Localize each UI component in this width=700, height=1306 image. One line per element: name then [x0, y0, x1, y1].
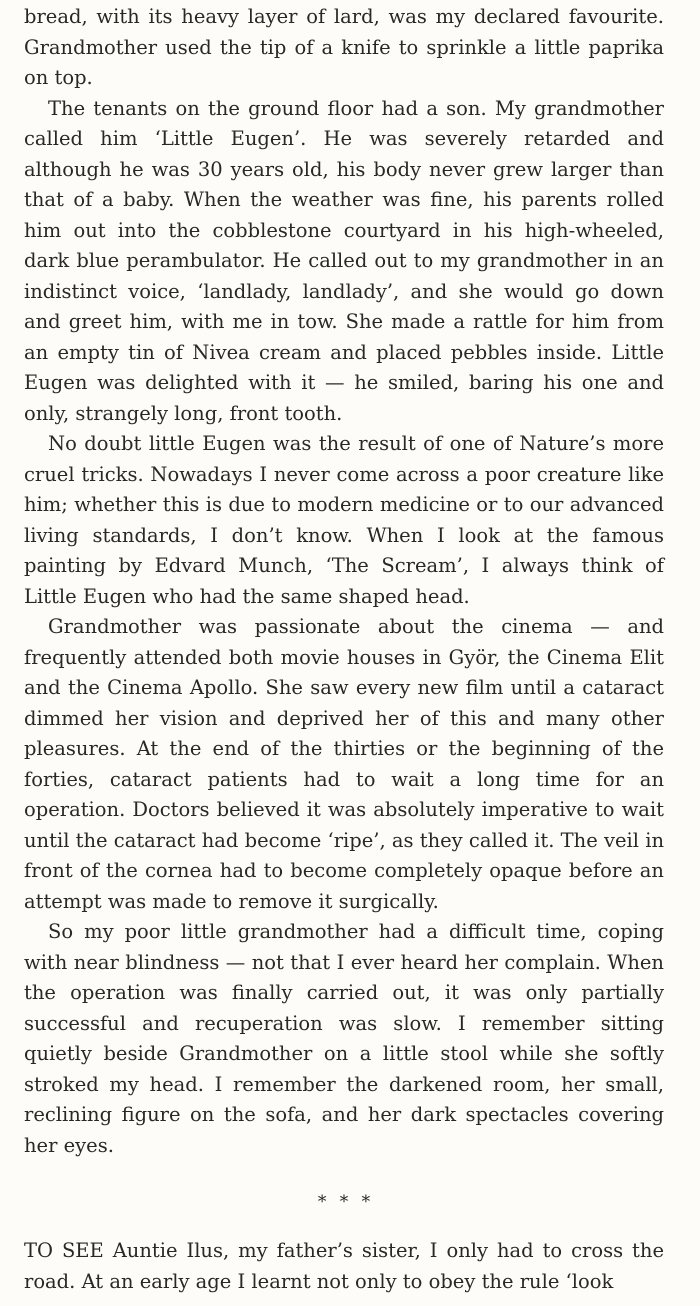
- paragraph-blindness: So my poor little grandmother had a difficult time, coping with near blindness — not that I ever heard her complain. When the operation was finally carried out, it was only partially successful and recuperation was slow. I remember sitting quietly beside Grandmother on a little stool while she softly stroked my head. I remember the darkened room, her small, reclining figure on the sofa, and her dark spectacles covering her eyes.: [24, 920, 664, 1157]
- paragraph-auntie-ilus: TO SEE Auntie Ilus, my father’s sister, I only had to cross the road. At an early age I learnt not only to obey the rule ‘look: [24, 1239, 664, 1293]
- paragraph-nature-tricks: No doubt little Eugen was the result of one of Nature’s more cruel tricks. Nowadays I never come across a poor creature like him; whether this is due to modern medicine or to our advanced living standards, I don’t know. When I look at the famous painting by Edvard Munch, ‘The Scream’, I always think of Little Eugen who had the same shaped head.: [24, 432, 664, 608]
- paragraph-little-eugen: The tenants on the ground floor had a son. My grandmother called him ‘Little Eugen’. He was severely retarded and although he was 30 years old, his body never grew larger than that of a baby. When the weather was fine, his parents rolled him out into the cobblestone courtyard in his high-wheeled, dark blue perambulator. He called out to my grandmother in an indistinct voice, ‘landlady, landlady’, and she would go down and greet him, with me in tow. She made a rattle for him from an empty tin of Nivea cream and placed pebbles inside. Little Eugen was delighted with it — he smiled, baring his one and only, strangely long, front tooth.: [24, 96, 664, 425]
- paragraph-lard-bread: bread, with its heavy layer of lard, was my declared favourite. Grandmother used the tip of a knife to sprinkle a little paprika on top.: [24, 5, 664, 89]
- body-text: [24, 2, 664, 1297]
- paragraph-cinema: Grandmother was passionate about the cinema — and frequently attended both movie houses in Györ, the Cinema Elit and the Cinema Apollo. She saw every new film until a cataract dimmed her vision and deprived her of this and many other pleasures. At the end of the thirties or the beginning of the forties, cataract patients had to wait a long time for an operation. Doctors believed it was absolutely imperative to wait until the cataract had become ‘ripe’, as they called it. The veil in front of the cornea had to become completely opaque before an attempt was made to remove it surgically.: [24, 615, 664, 913]
- section-break: * * *: [317, 1192, 375, 1212]
